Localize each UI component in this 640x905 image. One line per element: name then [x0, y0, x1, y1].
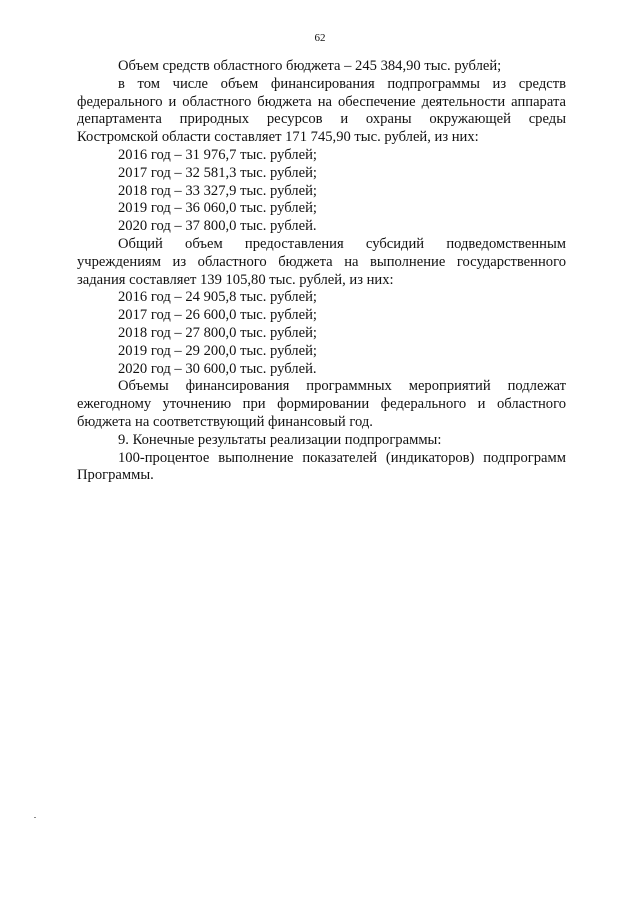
subsidies-paragraph: Общий объем предоставления субсидий подведомственным учреждениям из областного бюджета на выполнение государственного задания составляет 139 105,80 тыс. рублей, из них: — [77, 235, 566, 288]
results-paragraph: 100-процентое выполнение показателей (индикаторов) подпрограмм Программы. — [77, 449, 566, 484]
subsidy-year-item: 2020 год – 30 600,0 тыс. рублей. — [118, 360, 317, 377]
funding-year-item: 2017 год – 32 581,3 тыс. рублей; — [118, 164, 317, 181]
subsidy-year-item: 2019 год – 29 200,0 тыс. рублей; — [118, 342, 317, 359]
section-heading-results: 9. Конечные результаты реализации подпрограммы: — [118, 431, 442, 448]
funding-year-item: 2018 год – 33 327,9 тыс. рублей; — [118, 182, 317, 199]
budget-total-paragraph: Объем средств областного бюджета – 245 384,90 тыс. рублей; — [118, 58, 502, 74]
federal-regional-funding-paragraph: в том числе объем финансирования подпрограммы из средств федерального и областного бюджета на обеспечение деятельности аппарата департамента природных ресурсов и охраны окружающей среды Костромской области составляет 171 745,90 тыс. рублей, из них: — [77, 75, 566, 146]
funding-year-item: 2016 год – 31 976,7 тыс. рублей; — [118, 146, 317, 163]
scan-artifact — [34, 817, 36, 818]
funding-by-year-list-a — [77, 147, 566, 236]
subsidy-year-item: 2018 год – 27 800,0 тыс. рублей; — [118, 324, 317, 341]
funding-by-year-list-b — [77, 289, 566, 378]
page-number: 62 — [314, 32, 326, 44]
annual-adjustment-paragraph: Объемы финансирования программных мероприятий подлежат ежегодному уточнению при формировании федерального и областного бюджета на соответствующий финансовый год. — [77, 378, 566, 430]
document-body — [77, 58, 566, 485]
subsidy-year-item: 2016 год – 24 905,8 тыс. рублей; — [118, 289, 317, 306]
funding-year-item: 2020 год – 37 800,0 тыс. рублей. — [118, 218, 317, 235]
subsidy-year-item: 2017 год – 26 600,0 тыс. рублей; — [118, 307, 317, 324]
funding-year-item: 2019 год – 36 060,0 тыс. рублей; — [118, 200, 317, 217]
